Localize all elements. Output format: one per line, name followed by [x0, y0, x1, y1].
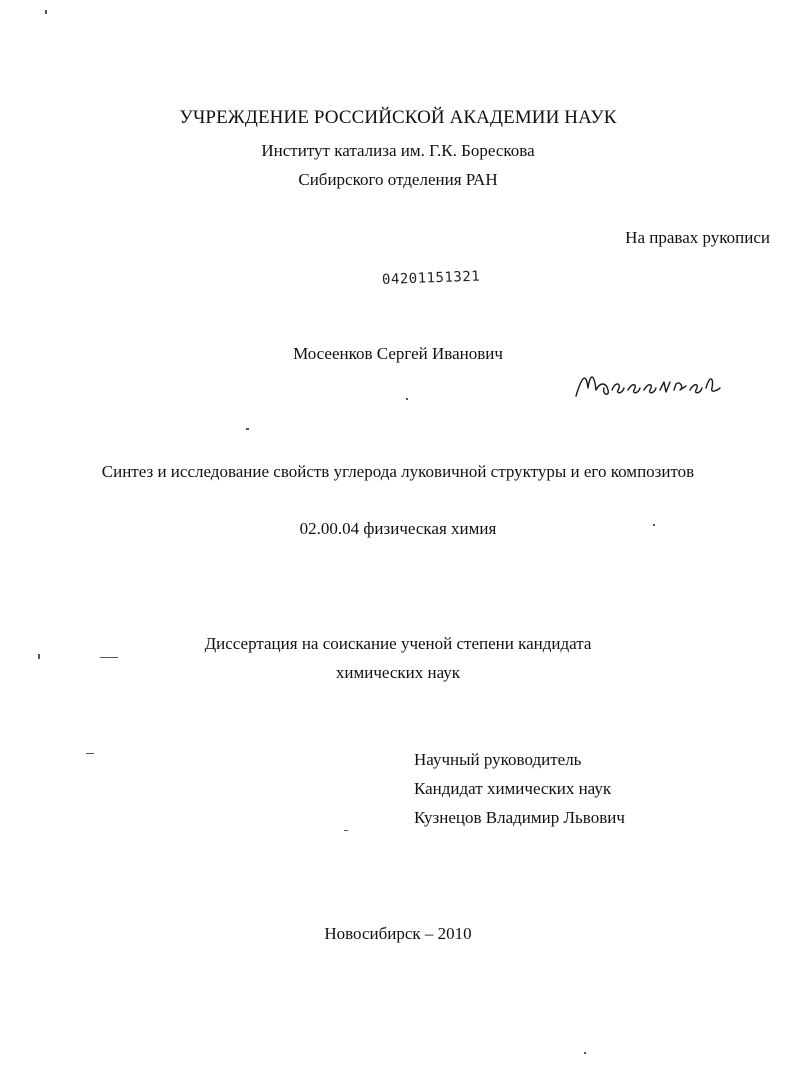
- scan-speck: [584, 1052, 586, 1054]
- institution-title: УЧРЕЖДЕНИЕ РОССИЙСКОЙ АКАДЕМИИ НАУК: [179, 107, 617, 128]
- scan-speck: [38, 654, 40, 659]
- supervisor-name: Кузнецов Владимир Львович: [414, 808, 625, 827]
- author-signature: [572, 366, 722, 402]
- scan-speck: [45, 10, 47, 14]
- serial-number: 04201151321: [381, 268, 481, 288]
- thesis-specialty: 02.00.04 физическая химия: [299, 519, 497, 538]
- degree-line-1: Диссертация на соискание ученой степени кандидата: [204, 634, 592, 653]
- thesis-title: Синтез и исследование свойств углерода луковичной структуры и его композитов: [101, 462, 695, 481]
- city-year: Новосибирск – 2010: [324, 924, 472, 943]
- author-name: Мосеенков Сергей Иванович: [293, 344, 503, 363]
- scan-speck: [246, 428, 249, 430]
- degree-line-2: химических наук: [335, 663, 461, 682]
- institute-name: Институт катализа им. Г.К. Борескова: [261, 141, 535, 160]
- scan-speck: [86, 753, 94, 754]
- manuscript-note: На правах рукописи: [625, 228, 770, 247]
- scan-speck: [406, 398, 408, 400]
- supervisor-degree: Кандидат химических наук: [414, 779, 612, 798]
- scan-speck: [344, 830, 348, 831]
- branch-name: Сибирского отделения РАН: [298, 170, 498, 189]
- scan-speck: [100, 657, 118, 658]
- supervisor-role: Научный руководитель: [414, 750, 582, 769]
- scan-speck: [653, 524, 655, 526]
